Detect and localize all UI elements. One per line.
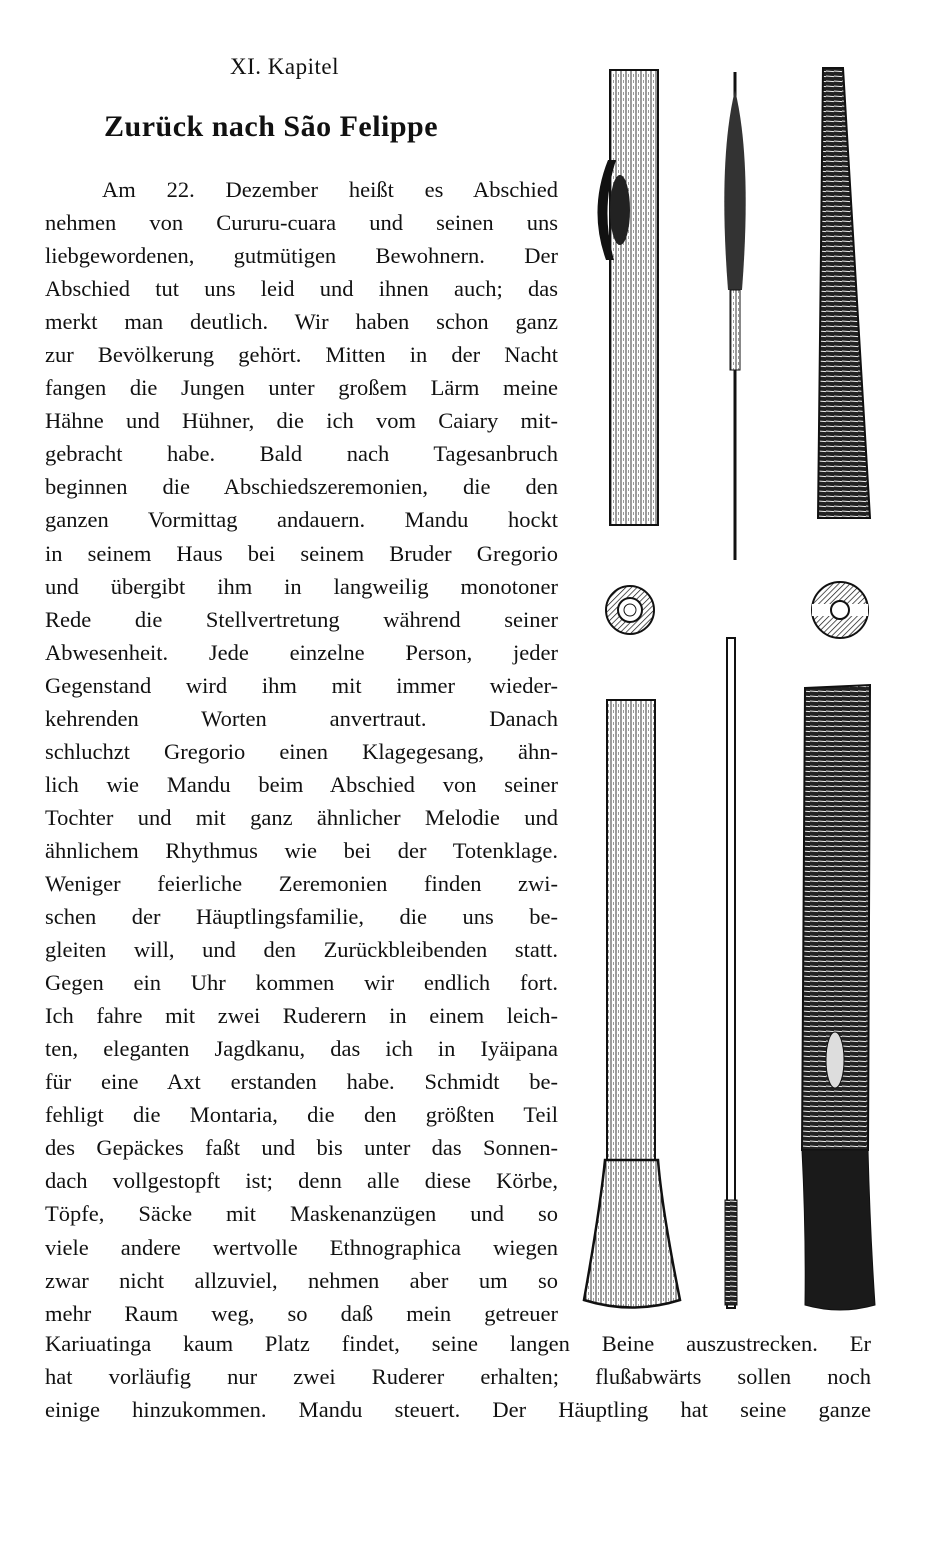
text-line: Töpfe, Säcke mit Maskenanzügen und so — [45, 1201, 558, 1227]
text-line: fangen die Jungen unter großem Lärm meine — [45, 375, 558, 401]
cross-section-left — [606, 586, 654, 634]
text-line: Gegen ein Uhr kommen wir endlich fort. — [45, 970, 558, 996]
text-line: Kariuatinga kaum Platz findet, seine langen Beine auszustrecken. Er — [45, 1331, 871, 1356]
page-title: Zurück nach São Felippe — [104, 110, 439, 143]
text-line: merkt man deutlich. Wir haben schon ganz — [45, 309, 558, 335]
text-line: fehligt die Montaria, die den größten Teil — [45, 1102, 558, 1128]
text-line: Hähne und Hühner, die ich vom Caiary mit- — [45, 408, 558, 434]
text-line: ganzen Vormittag andauern. Mandu hockt — [45, 507, 558, 533]
text-line: zur Bevölkerung gehört. Mitten in der Nacht — [45, 342, 558, 368]
text-line: Abwesenheit. Jede einzelne Person, jeder — [45, 639, 558, 665]
text-line: des Gepäckes faßt und bis unter das Sonnen- — [45, 1135, 558, 1161]
text-line: Weniger feierliche Zeremonien finden zwi- — [45, 870, 558, 896]
text-line: Gegenstand wird ihm mit immer wieder- — [45, 672, 558, 698]
body-full-width — [45, 1327, 871, 1426]
chapter-heading: XI. Kapitel — [230, 54, 339, 79]
text-line: Rede die Stellvertretung während seiner — [45, 606, 558, 632]
text-line: viele andere wertvolle Ethnographica wiegen — [45, 1234, 558, 1260]
text-line: dach vollgestopft ist; denn alle diese Körbe, — [45, 1168, 558, 1194]
text-line: und übergibt ihm in langweilig monotoner — [45, 573, 558, 599]
text-line: hat vorläufig nur zwei Ruderer erhalten; flußabwärts sollen noch — [45, 1364, 871, 1390]
text-line: beginnen die Abschiedszeremonien, die den — [45, 474, 558, 500]
text-line: für eine Axt erstanden habe. Schmidt be- — [45, 1069, 558, 1095]
text-line: in seinem Haus bei seinem Bruder Gregorio — [45, 540, 558, 566]
illustration-flutes — [570, 60, 900, 1320]
flute-upper-right — [818, 68, 870, 518]
text-line: Am 22. Dezember heißt es Abschied — [102, 177, 558, 202]
text-line: kehrenden Worten anvertraut. Danach — [45, 705, 558, 731]
text-line: einige hinzukommen. Mandu steuert. Der Häuptling hat seine ganze — [45, 1397, 871, 1423]
text-line: Tochter und mit ganz ähnlicher Melodie und — [45, 804, 558, 830]
text-line: ten, eleganten Jagdkanu, das ich in Iyäipana — [45, 1036, 558, 1062]
text-line: Ich fahre mit zwei Ruderern in einem leich- — [45, 1003, 558, 1029]
flute-lower-right — [802, 685, 875, 1310]
text-line: ähnlichem Rhythmus wie bei der Totenklage. — [45, 837, 558, 863]
text-line: gebracht habe. Bald nach Tagesanbruch — [45, 441, 558, 467]
text-line: zwar nicht allzuviel, nehmen aber um so — [45, 1267, 558, 1293]
text-line: lich wie Mandu beim Abschied von seiner — [45, 771, 558, 797]
text-line: liebgewordenen, gutmütigen Bewohnern. Der — [45, 243, 558, 269]
text-line: schen der Häuptlingsfamilie, die uns be- — [45, 904, 558, 930]
body-column — [45, 173, 558, 1330]
text-line: schluchzt Gregorio einen Klagegesang, ähn- — [45, 738, 558, 764]
text-line: mehr Raum weg, so daß mein getreuer — [45, 1300, 558, 1326]
text-line: gleiten will, und den Zurückbleibenden statt. — [45, 937, 558, 963]
flute-lower-left — [584, 700, 680, 1308]
text-line: Abschied tut uns leid und ihnen auch; das — [45, 276, 558, 302]
flute-upper-left — [597, 70, 658, 525]
text-line: nehmen von Cururu-cuara und seinen uns — [45, 210, 558, 236]
cross-section-right — [812, 582, 868, 638]
needle-upper — [724, 72, 745, 560]
rod-lower — [725, 638, 737, 1308]
